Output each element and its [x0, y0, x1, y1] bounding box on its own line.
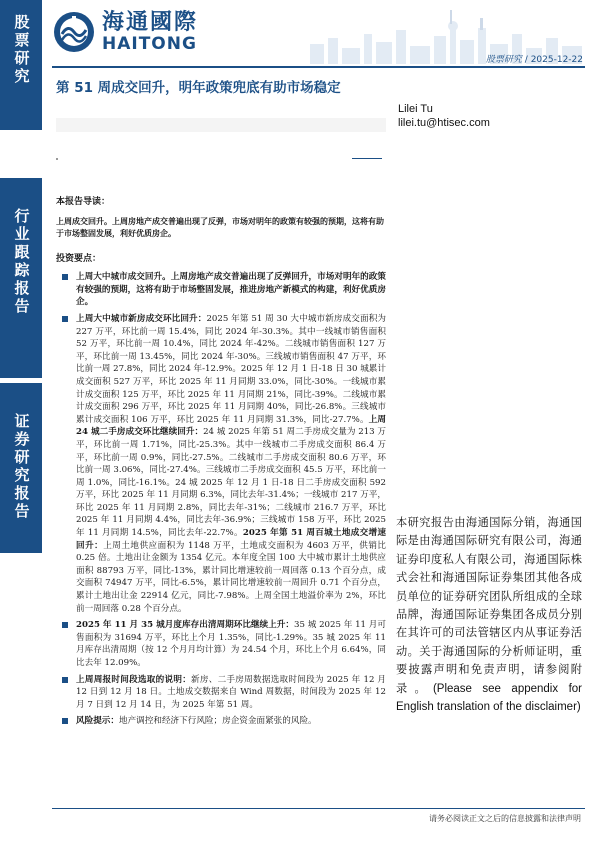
point-item	[56, 715, 386, 728]
point-item	[56, 674, 386, 712]
side-label-securities-research: 证券研究报告	[0, 383, 42, 553]
report-title: 第 51 周成交回升，明年政策兜底有助市场稳定	[56, 80, 341, 96]
disclaimer-chinese: 本研究报告由海通国际分销，海通国际是由海通国际研究有限公司，海通证券印度私人有限公司，海通国际株式会社和海通国际证券集团其他各成员单位的证券研究团队所组成的全球品牌，海通国际证券集团各成员分别在其许可的司法管辖区内从事证券活动。关于海通国际的分析师证明，重要披露声明和免责声明，请参阅附录。	[396, 516, 582, 695]
report-category: 股票研究	[485, 55, 522, 65]
point-bold: 上周大中城市成交回升。上周房地产成交普遍出现了反弹回升，市场对明年的政策有较强的预期，这将有助于市场整固发展，推进房地产新模式的构建，利好优质房企。	[76, 272, 386, 308]
point-text: 24 城 2025 年第 51 周二手房成交量为 213 万平，环比前一周 1.71%，同比-25.3%。其中一线城市二手房成交面积 86.4 万平，环比前一周 0.9%，同比-27.5%。二线城市二手房成交面积 80.6 万平，环比前一周 3.06%，同比-27.4%。三线城市二手房成交面积 45.5 万平，环比前一周 1.0%，同比-16.1%。24 城 2025 年 12 月 1 日-18 日二手房成交面积 592 万平，环比 2025 年 11 月同期 6.3%，同比去年-31.4%；一线城市 217 万平，环比 2025 年 11 月同期 2.8%，同比去年-31%；二线城市 216.7 万平，环比 2025 年 11 月同期 4.4%，同比去年-36.9%；三线城市 158 万平，环比 2025 年 11 月同期 14.5%，同比去年-22.7%。	[76, 427, 386, 539]
side-bar	[0, 0, 42, 841]
analyst-email[interactable]: lilei.tu@htisec.com	[398, 117, 490, 129]
header-rule	[52, 66, 585, 68]
footer-notice: 请务必阅读正文之后的信息披露和法律声明	[429, 814, 581, 823]
logo-english-name: HAITONG	[102, 34, 197, 54]
point-bold: 风险提示：	[76, 716, 119, 727]
guide-text: 上周成交回升。上周房地产成交普遍出现了反弹，市场对明年的政策有较强的预期，这将有助于市场整固发展，利好优质房企。	[56, 215, 384, 238]
report-date: 2025-12-22	[530, 55, 583, 65]
side-label-stock-research: 股票研究	[0, 0, 42, 130]
distribution-disclaimer	[396, 514, 582, 716]
haitong-logo-icon	[52, 10, 96, 54]
analyst-name: Lilei Tu	[398, 103, 433, 115]
point-text: 新房、二手房周数据选取时间段为 2025 年 12 月 12 日到 12 月 18 日。土地成交数据来自 Wind 周数据，时间段为 2025 年 12 月 7 日到 12 月 14 日，为 2025 年第 51 周。	[76, 674, 386, 710]
analyst-info	[398, 102, 490, 130]
point-text: 上周土地供应面积为 1148 万平，土地成交面积为 4603 万平，供销比 0.25 倍。土地出让金额为 1354 亿元。本年度全国 100 大中城市累计土地供应面积 88793 万平，同比-13%，累计同比增速较前一周回落 0.13 个百分点，成交面积 74947 万平，同比-6.5%，累计同比增速较前一周回升 0.71 个百分点，累计土地出让金 22914 亿元，同比-7.98%。上周全国土地溢价率为 2%，环比前一周回落 0.28 个百分点。	[76, 540, 386, 614]
point-bold: 2025 年 11 月 35 城月度库存出清周期环比继续上升：	[76, 620, 295, 631]
disclaimer-english-note: (Please see appendix for English translation of the disclaimer)	[396, 682, 582, 714]
point-item	[56, 619, 386, 669]
point-text: 35 城 2025 年 11 月可售面积为 31694 万平，环比上个月 1.35%，同比-1.29%。35 城 2025 年 11 月库存出清周期（按 12 个月月均计算）为 24.54 个月，环比上个月 6.64%，同比去年 12.09%。	[76, 620, 386, 668]
point-item	[56, 313, 386, 615]
guide-heading: 本报告导读：	[56, 197, 111, 207]
footer-rule	[52, 808, 585, 809]
points-heading: 投资要点：	[56, 253, 102, 264]
point-bold: 2025 年第 51 周百城土地成交增速回升：	[76, 528, 386, 551]
point-text: 地产调控和经济下行风险；房企资金面紧张的风险。	[118, 716, 317, 727]
meta-separator: /	[524, 55, 528, 65]
point-bold: 上周周报时间段选取的说明：	[76, 674, 192, 685]
header-meta	[486, 52, 583, 65]
point-bold: 上周大中城市新房成交环比回升：	[76, 313, 207, 324]
point-bold: 上周 24 城二手房成交环比继续回升：	[76, 414, 386, 438]
side-label-industry-tracking: 行业跟踪报告	[0, 178, 42, 378]
report-body	[56, 196, 386, 732]
point-item	[56, 271, 386, 309]
grey-band	[56, 118, 386, 132]
point-text: 2025 年第 51 周 30 大中城市新房成交面积为 227 万平，环比前一周 15.4%，同比 2024 年-30.3%。其中一线城市销售面积 52 万平，环比前一周 10.4%，同比 2024 年-42%。二线城市销售面积 127 万平，环比前一周 13.45%，同比 2024 年-30%。三线城市销售面积 47 万平，环比前一周 27.8%，同比 2024 年-12.9%。2025 年 12 月 1 日-18 日 30 城累计成交面积 527 万平，环比 2025 年 11 月同期 33.0%，同比-30%。一线城市累计成交面积 125 万平，环比 2025 年 11 月同期 21%，同比-39%。二线城市累计成交面积 296 万平，环比 2025 年 11 月同期 40%，同比-26.8%。三线城市累计成交面积 106 万平，环比 2025 年 11 月同期 31.3%，同比-27.7%。	[76, 313, 386, 425]
haitong-logo	[52, 10, 198, 54]
logo-chinese-name: 海通國際	[102, 10, 199, 35]
marker-dot	[56, 158, 58, 160]
short-rule	[352, 158, 382, 159]
